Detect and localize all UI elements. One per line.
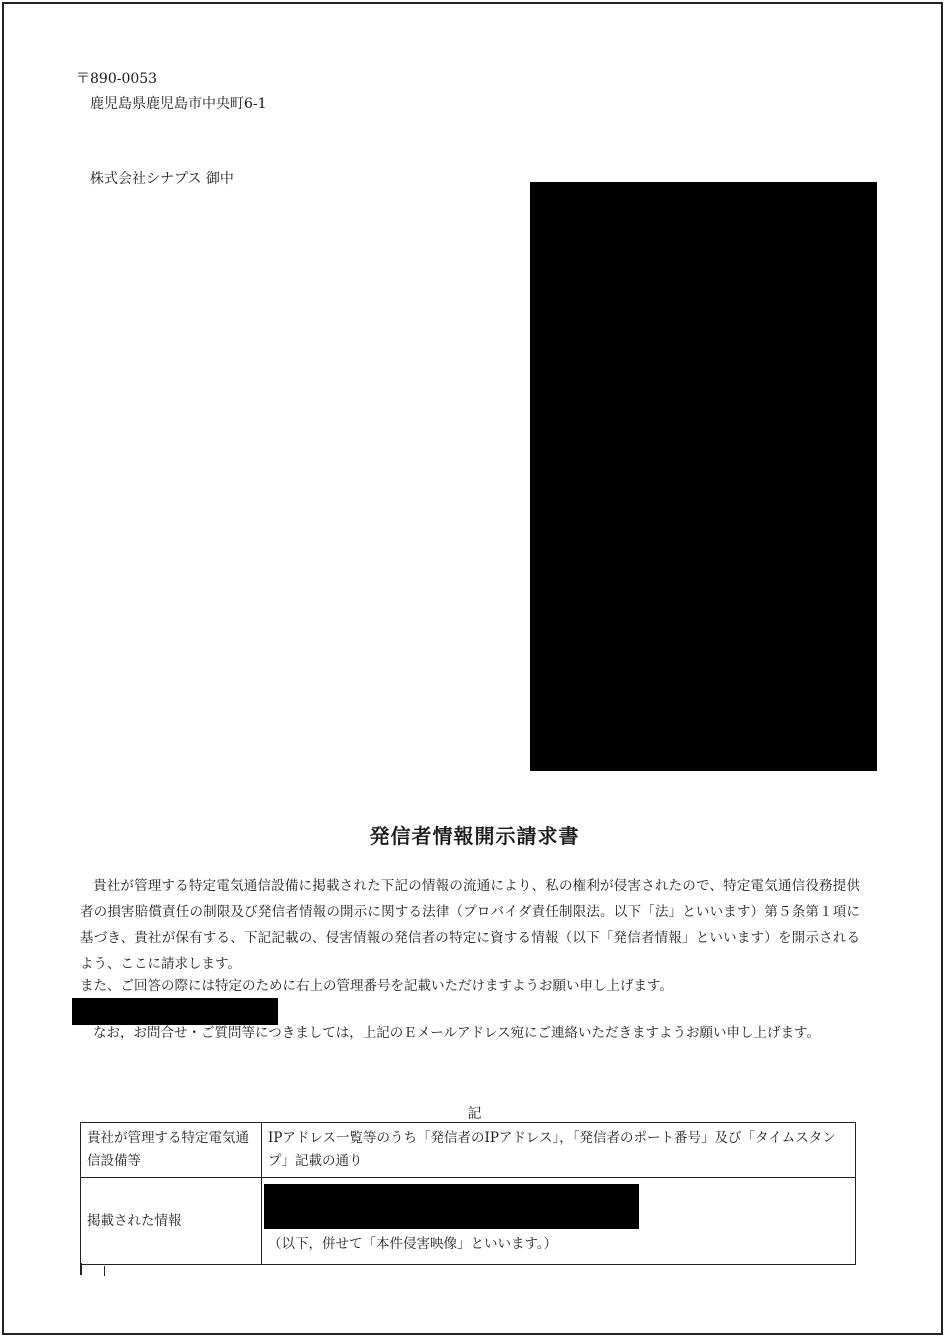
redacted-sender-block [530,182,877,771]
table-continuation-line [80,1263,82,1275]
posted-info-label: 掲載された情報 [81,1178,262,1265]
facility-value: IPアドレス一覧等のうち「発信者のIPアドレス」，「発信者のポート番号」及び「タイムスタンプ」記載の通り [262,1123,856,1178]
postal-code: 〒890-0053 [76,71,158,87]
details-table [80,1122,856,1265]
table-row [81,1123,856,1178]
posted-info-cell [262,1178,856,1265]
reference-number-paragraph: また、ご回答の際には特定のために右上の管理番号を記載いただけますようお願い申し上げます。 [80,978,673,994]
table-row [81,1178,856,1265]
recipient-address: 鹿児島県鹿児島市中央町6-1 [90,96,267,112]
ki-heading: 記 [467,1106,482,1122]
posted-info-note: （以下，併せて「本件侵害映像」といいます。） [268,1236,558,1252]
document-title: 発信者情報開示請求書 [369,824,580,848]
redacted-posted-info [264,1184,639,1229]
contact-paragraph: なお，お問合せ・ご質問等につきましては，上記のＥメールアドレス宛にご連絡いただきますようお願い申し上げます。 [93,1025,820,1041]
recipient-name: 株式会社シナプス 御中 [90,171,234,187]
request-paragraph: 貴社が管理する特定電気通信設備に掲載された下記の情報の流通により、私の権利が侵害されたので、特定電気通信役務提供者の損害賠償責任の制限及び発信者情報の開示に関する法律（プロバイダ責任制限法。以下「法」といいます）第５条第１項に基づき、貴社が保有する、下記記載の、侵害情報の発信者の特定に資する情報（以下「発信者情報」といいます）を開示されるよう、ここに請求します。 [80,878,860,972]
facility-label: 貴社が管理する特定電気通信設備等 [81,1123,262,1178]
table-continuation-mark [104,1266,105,1276]
